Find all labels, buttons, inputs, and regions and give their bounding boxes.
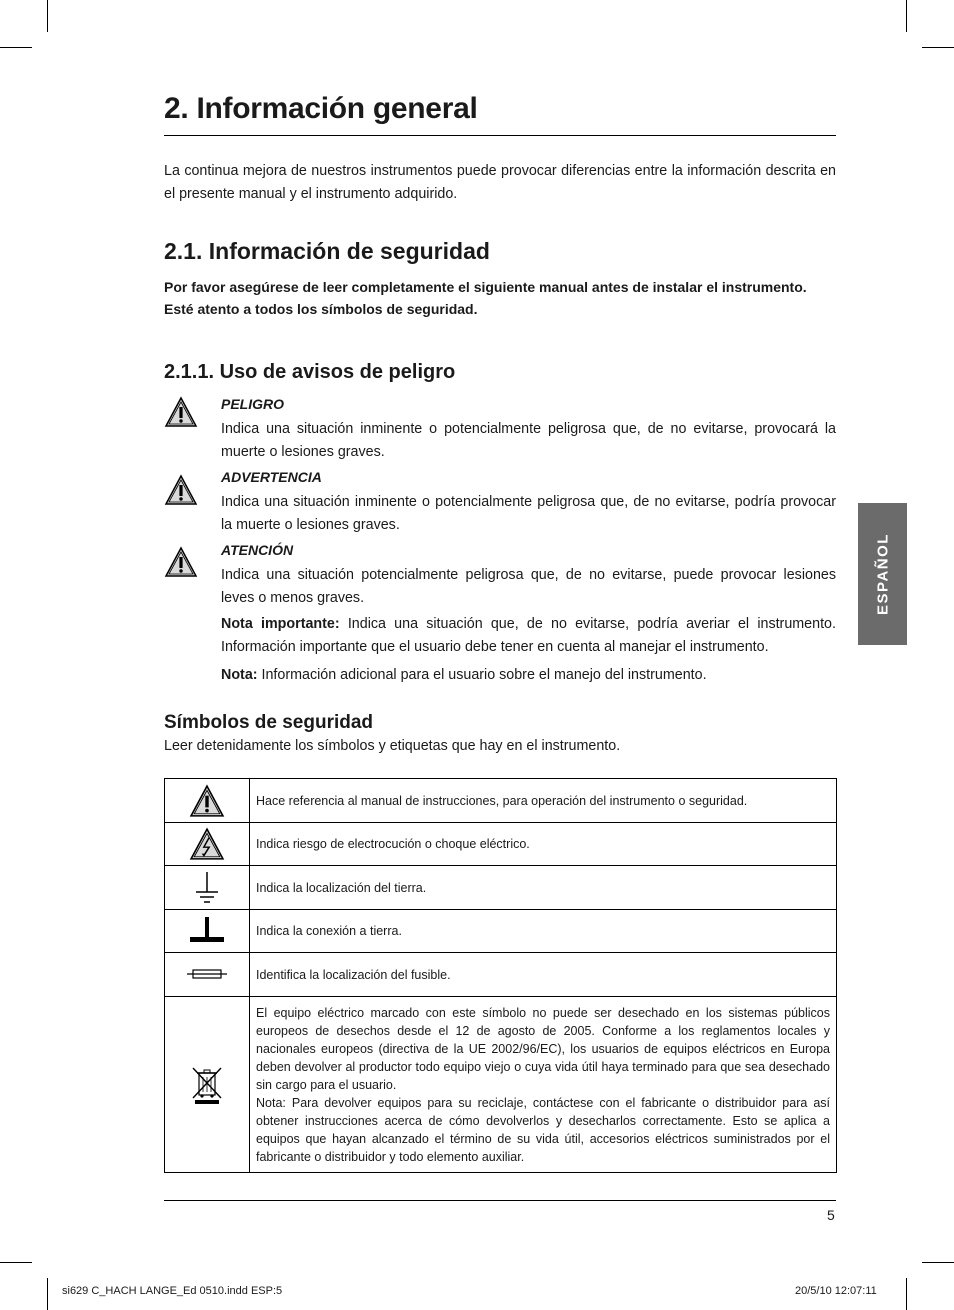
symbols-heading: Símbolos de seguridad: [164, 712, 374, 733]
hazard-text-danger: Indica una situación inminente o potencialmente peligrosa que, de no evitarse, provocará la muerte o lesiones graves.: [221, 421, 836, 460]
hazard-text-warning: Indica una situación inminente o potencialmente peligrosa que, de no evitarse, podría provocar la muerte o lesiones graves.: [221, 494, 836, 533]
hazard-title-warning: ADVERTENCIA: [221, 469, 322, 485]
safety-heading: 2.1. Información de seguridad: [164, 238, 490, 264]
table-row: [165, 910, 837, 953]
weee-text: El equipo eléctrico marcado con este símbolo no puede ser desechado en los sistemas públicos europeos de desechos desde el 12 de agosto de 2005. Conforme a los reglamentos locales y nacionales europeos (directiva de la UE 2002/96/EC), los usuarios de equipos eléctricos en Europa deben devolver al productor todo equipo viejo o cuya vida útil haya terminado para que sea desechado sin cargo para el usuario.: [256, 1005, 830, 1092]
page-number: 5: [827, 1207, 835, 1223]
safety-symbols-table: [164, 778, 837, 1173]
symbol-cell: [165, 866, 250, 910]
symbol-cell: [165, 997, 250, 1173]
symbol-description: Hace referencia al manual de instrucciones, para operación del instrumento o seguridad.: [250, 779, 837, 823]
hazard-title-danger: PELIGRO: [221, 396, 285, 412]
important-note: [221, 613, 836, 659]
weee-note-text: : Para devolver equipos para su reciclaje, contáctese con el fabricante o distribuidor para así obtener instrucciones acerca de cómo devolverlos y desecharlos correctamente. Esto se aplica a equipos que hayan alcanzado el término de su vida útil, accesorios eléctricos suministrados por el fabricante o distribuidor y todo elemento auxiliar.: [256, 1095, 830, 1164]
symbol-cell: [165, 823, 250, 866]
table-row: [165, 997, 837, 1173]
symbol-description: [250, 997, 837, 1173]
symbols-intro: Leer detenidamente los símbolos y etiquetas que hay en el instrumento.: [164, 738, 621, 754]
symbol-description: Indica riesgo de electrocución o choque eléctrico.: [250, 823, 837, 866]
important-note-label: Nota importante:: [221, 616, 340, 632]
intro-paragraph: La continua mejora de nuestros instrumentos puede provocar diferencias entre la información descrita en el presente manual y el instrumento adquirido.: [164, 163, 836, 202]
safety-instruction-2: Esté atento a todos los símbolos de seguridad.: [164, 301, 478, 317]
crop-mark: [47, 1278, 48, 1310]
warning-triangle-icon: [164, 546, 198, 578]
hazard-title-caution: ATENCIÓN: [221, 542, 294, 558]
print-slug-date: 20/5/10 12:07:11: [795, 1285, 877, 1297]
electric-shock-icon: [187, 827, 227, 861]
table-row: [165, 779, 837, 823]
general-note-text: Información adicional para el usuario sobre el manejo del instrumento.: [257, 667, 707, 683]
symbol-description: Indica la conexión a tierra.: [250, 910, 837, 953]
language-tab: [858, 503, 907, 645]
table-row: [165, 823, 837, 866]
footer-divider: [164, 1200, 836, 1201]
page-title: 2. Información general: [164, 92, 478, 125]
hazard-text-caution: Indica una situación potencialmente peligrosa que, de no evitarse, puede provocar lesiones leves o menos graves.: [221, 567, 836, 606]
warning-triangle-icon: [164, 396, 198, 428]
print-slug-file: si629 C_HACH LANGE_Ed 0510.indd ESP:5: [62, 1285, 283, 1297]
symbol-cell: [165, 910, 250, 953]
weee-note-label: Nota: [256, 1095, 283, 1110]
symbol-cell: [165, 953, 250, 997]
safety-instructions: [164, 276, 836, 320]
crop-mark: [906, 0, 907, 32]
table-row: [165, 866, 837, 910]
warning-triangle-icon: [164, 474, 198, 506]
table-row: [165, 953, 837, 997]
important-note-text: Indica una situación que, de no evitarse, podría averiar el instrumento. Información importante que el usuario debe tener en cuenta al manejar el instrumento.: [221, 616, 836, 655]
general-note-label: Nota:: [221, 667, 258, 683]
language-tab-label: ESPAÑOL: [874, 533, 891, 615]
fuse-icon: [187, 967, 227, 981]
crop-mark: [922, 47, 954, 48]
crop-mark: [0, 1262, 32, 1263]
symbol-description: Identifica la localización del fusible.: [250, 953, 837, 997]
weee-bin-icon: [189, 1065, 225, 1105]
hazards-heading: 2.1.1. Uso de avisos de peligro: [164, 361, 456, 383]
symbol-description: Indica la localización del tierra.: [250, 866, 837, 910]
safety-instruction-1: Por favor asegúrese de leer completamente el siguiente manual antes de instalar el instrumento.: [164, 279, 807, 295]
crop-mark: [47, 0, 48, 32]
crop-mark: [0, 47, 32, 48]
chassis-ground-icon: [187, 915, 227, 947]
symbol-cell: [165, 779, 250, 823]
general-note: [221, 664, 836, 687]
warning-triangle-icon: [187, 784, 227, 818]
earth-ground-icon: [192, 870, 222, 906]
crop-mark: [922, 1262, 954, 1263]
title-divider: [164, 135, 836, 136]
crop-mark: [906, 1278, 907, 1310]
